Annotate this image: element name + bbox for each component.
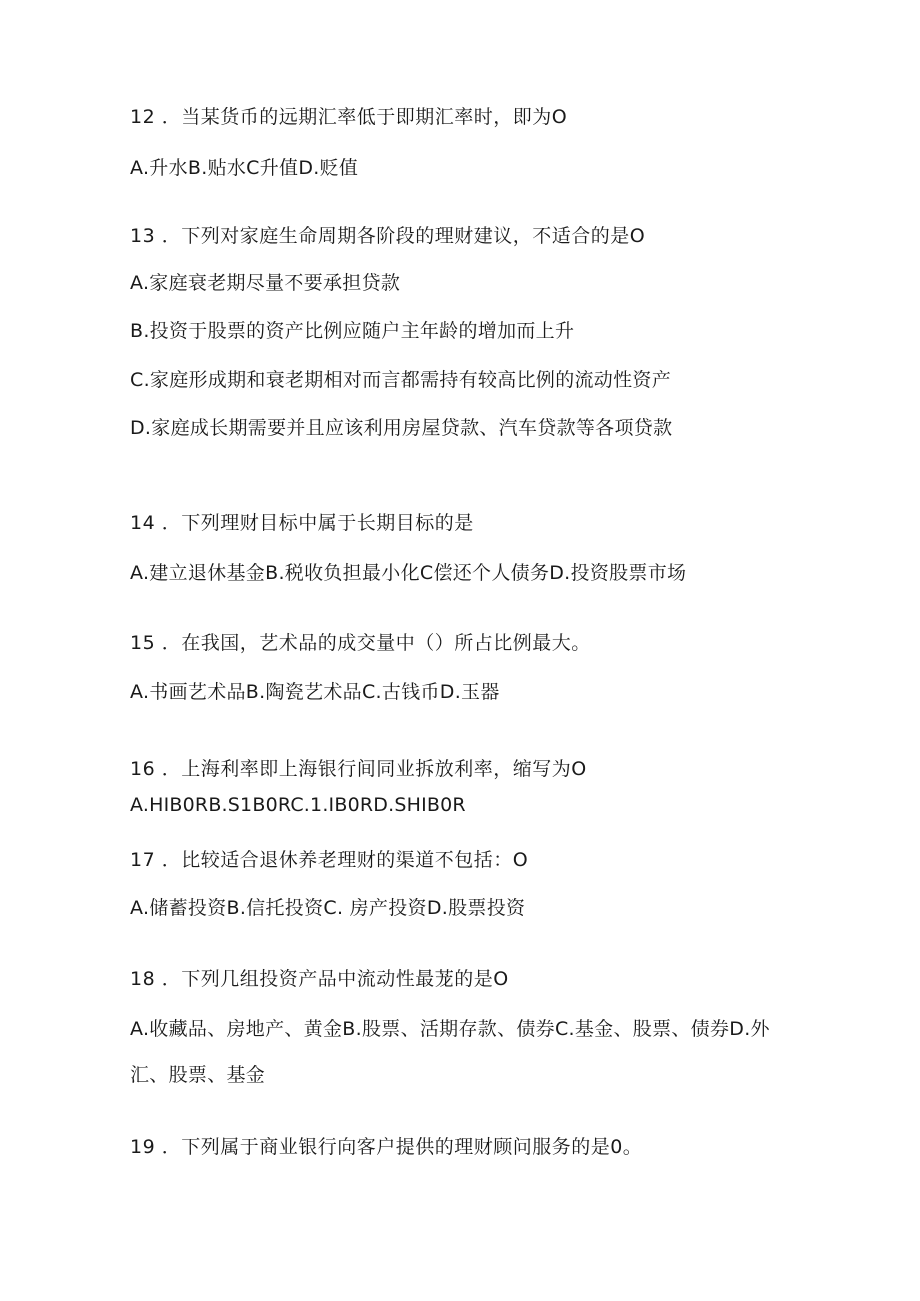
question-15: 15 ．在我国，艺术品的成交量中（）所占比例最大。 <box>130 632 591 654</box>
question-12: 12 ．当某货币的远期汇率低于即期汇率时，即为O <box>130 106 568 128</box>
question-18-options: A.收藏品、房地产、黄金B.股票、活期存款、债券C.基金、股票、债券D.外 <box>130 1018 770 1040</box>
question-13-option-d: D.家庭成长期需要并且应该利用房屋贷款、汽车贷款等各项贷款 <box>130 417 673 439</box>
question-14: 14 ．下列理财目标中属于长期目标的是 <box>130 512 474 534</box>
question-13-option-b: B.投资于股票的资产比例应随户主年龄的增加而上升 <box>130 320 575 342</box>
question-13-option-a: A.家庭衰老期尽量不要承担贷款 <box>130 272 401 294</box>
question-14-options: A.建立退休基金B.税收负担最小化C偿还个人债务D.投资股票市场 <box>130 562 687 584</box>
question-16: 16 ．上海利率即上海银行间同业拆放利率，缩写为O <box>130 758 587 780</box>
question-16-options: A.HIB0RB.S1B0RC.1.IB0RD.SHIB0R <box>130 794 466 816</box>
question-17: 17 ．比较适合退休养老理财的渠道不包括：O <box>130 849 529 871</box>
question-13-option-c: C.家庭形成期和衰老期相对而言都需持有较高比例的流动性资产 <box>130 369 672 391</box>
question-18: 18 ．下列几组投资产品中流动性最茏的是O <box>130 968 509 990</box>
question-18-options-continued: 汇、股票、基金 <box>130 1064 266 1086</box>
question-13: 13 ．下列对家庭生命周期各阶段的理财建议，不适合的是O <box>130 225 646 247</box>
question-19: 19 ．下列属于商业银行向客户提供的理财顾问服务的是0。 <box>130 1136 643 1158</box>
question-15-options: A.书画艺术品B.陶瓷艺术品C.古钱币D.玉器 <box>130 681 500 703</box>
question-12-options: A.升水B.贴水C升值D.贬值 <box>130 157 359 179</box>
question-17-options: A.储蓄投资B.信托投资C. 房产投资D.股票投资 <box>130 897 526 919</box>
